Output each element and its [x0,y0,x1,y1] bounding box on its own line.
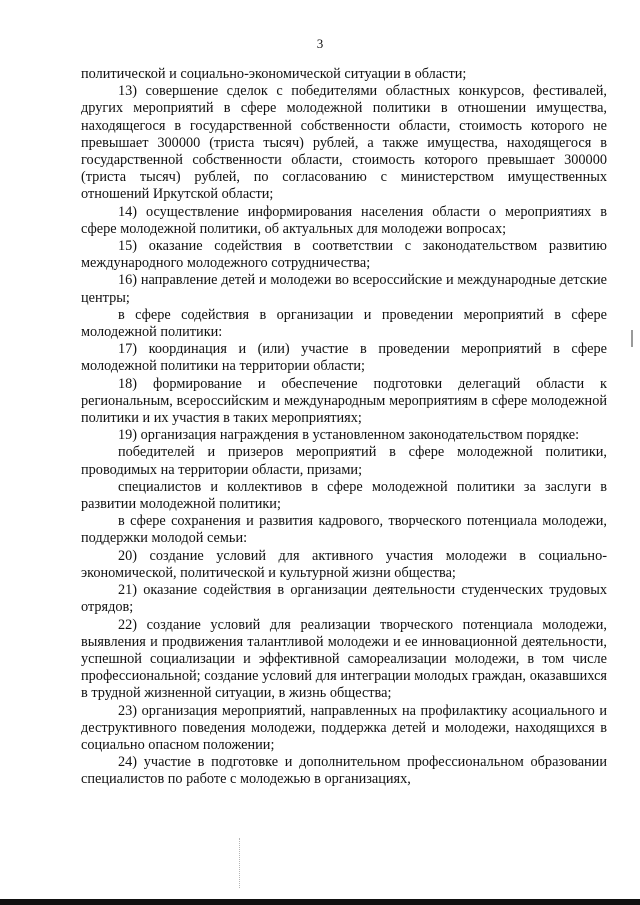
paragraph-item-24: 24) участие в подготовке и дополнительном профессиональном образовании специалистов по работе с молодежью в организациях, [81,754,607,788]
section-heading-events: в сфере содействия в организации и проведении мероприятий в сфере молодежной политики: [81,306,607,341]
scan-bottom-edge [0,899,640,905]
page-number: 3 [316,36,324,51]
paragraph-item-22: 22) создание условий для реализации творческого потенциала молодежи, выявления и продвижения талантливой молодежи и ее инновационной деятельности, успешной социализации и эффективной самореализации молодежи, в том числе профессиональной; создание условий для интеграции молодых граждан, оказавшихся в трудной жизненной ситуации, в жизнь общества; [81,616,607,702]
paragraph-item-16: 16) направление детей и молодежи во всероссийские и международные детские центры; [81,272,607,306]
scan-artifact-dots [239,838,241,888]
paragraph-item-23: 23) организация мероприятий, направленных на профилактику асоциального и деструктивного поведения молодежи, поддержка детей и молодежи, находящихся в социально опасном положении; [81,702,607,753]
paragraph-item-17: 17) координация и (или) участие в проведении мероприятий в сфере молодежной политики на территории области; [81,341,607,375]
paragraph-item-21: 21) оказание содействия в организации деятельности студенческих трудовых отрядов; [81,582,607,616]
document-body [81,66,607,789]
paragraph-subitem-winners: победителей и призеров мероприятий в сфере молодежной политики, проводимых на территории области, призами; [81,444,607,478]
paragraph-subitem-specialists: специалистов и коллективов в сфере молодежной политики за заслуги в развитии молодежной политики; [81,478,607,513]
scan-artifact-mark [631,330,633,347]
paragraph-item-19: 19) организация награждения в установленном законодательством порядке: [118,427,580,444]
paragraph-item-15: 15) оказание содействия в соответствии с законодательством развитию международного молодежного сотрудничества; [81,238,607,272]
section-heading-potential: в сфере сохранения и развития кадрового, творческого потенциала молодежи, поддержки молодой семьи: [81,513,607,547]
paragraph-continuation: политической и социально-экономической ситуации в области; [81,66,467,82]
paragraph-item-14: 14) осуществление информирования населения области о мероприятиях в сфере молодежной политики, об актуальных для молодежи вопросах; [81,203,607,237]
paragraph-item-18: 18) формирование и обеспечение подготовки делегаций области к региональным, всероссийским и международным мероприятиям в сфере молодежной политики и их участия в таких мероприятиях; [81,375,607,427]
paragraph-item-13: 13) совершение сделок с победителями областных конкурсов, фестивалей, других мероприятий в сфере молодежной политики в отношении имущества, находящегося в государственной собственности области, стоимость которого не превышает 300000 (триста тысяч) рублей, а также имущества, находящегося в государственной собственности области, стоимость которого превышает 300000 (триста тысяч) рублей, по согласованию с министерством имущественных отношений Иркутской области; [81,83,607,203]
paragraph-item-20: 20) создание условий для активного участия молодежи в социально-экономической, политической и культурной жизни общества; [81,547,607,581]
